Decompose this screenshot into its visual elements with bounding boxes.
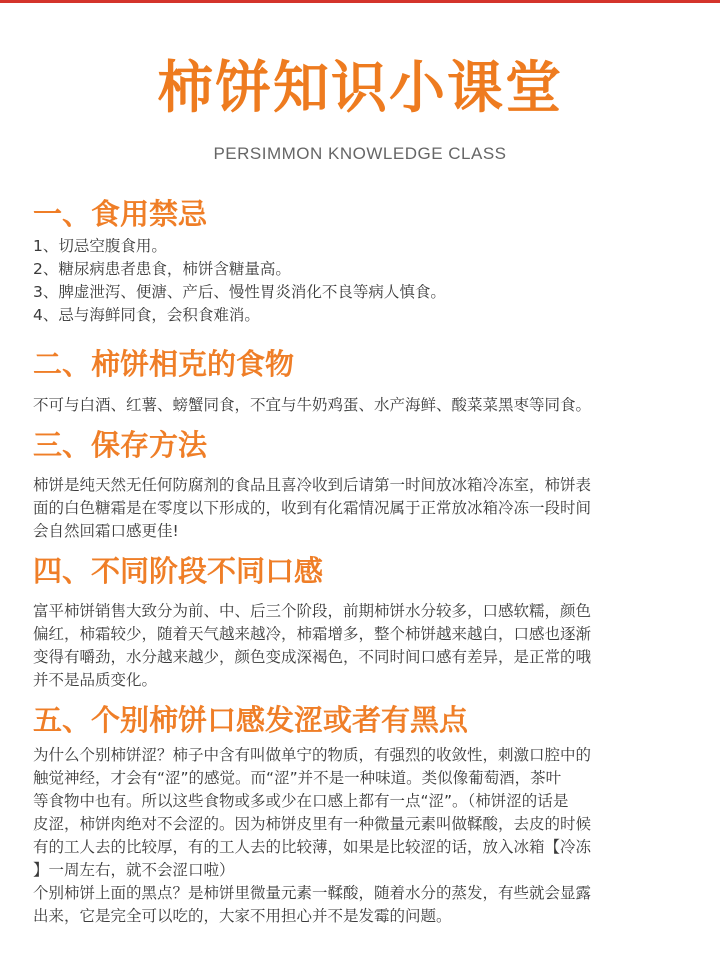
top-divider (0, 0, 720, 3)
body-line: 富平柿饼销售大致分为前、中、后三个阶段，前期柿饼水分较多，口感软糯，颜色 (33, 602, 592, 620)
body-line: 】一周左右，就不会涩口啦） (33, 861, 235, 879)
section-body (33, 235, 688, 327)
page-subtitle: PERSIMMON KNOWLEDGE CLASS (213, 144, 507, 163)
body-line: 触觉神经，才会有“涩”的感觉。而“涩”并不是一种味道。类似像葡萄酒，茶叶 (33, 769, 562, 787)
body-line: 并不是品质变化。 (33, 671, 158, 689)
body-line: 偏红，柿霜较少，随着天气越来越冷，柿霜增多，整个柿饼越来越白，口感也逐渐 (33, 625, 592, 643)
body-line: 个别柿饼上面的黑点？是柿饼里微量元素一鞣酸，随着水分的蒸发，有些就会显露 (33, 884, 592, 902)
section-heading: 一、食用禁忌 (33, 197, 208, 231)
body-line: 皮涩，柿饼肉绝对不会涩的。因为柿饼皮里有一种微量元素叫做鞣酸，去皮的时候 (33, 815, 592, 833)
body-line: 有的工人去的比较厚，有的工人去的比较薄，如果是比较涩的话，放入冰箱【冷冻 (33, 838, 592, 856)
section-heading: 四、不同阶段不同口感 (33, 554, 324, 588)
body-line: 2、糖尿病患者患食，柿饼含糖量高。 (33, 260, 291, 278)
body-line: 面的白色糖霜是在零度以下形成的，收到有化霜情况属于正常放冰箱冷冻一段时间 (33, 499, 592, 517)
section-body (33, 600, 688, 692)
body-line: 柿饼是纯天然无任何防腐剂的食品且喜冷收到后请第一时间放冰箱冷冻室，柿饼表 (33, 476, 592, 494)
body-line: 会自然回霜口感更佳! (33, 522, 179, 540)
page-title: 柿饼知识小课堂 (157, 56, 563, 121)
section-body (33, 394, 688, 417)
section-body (33, 744, 688, 928)
section-heading: 三、保存方法 (33, 428, 208, 462)
body-line: 1、切忌空腹食用。 (33, 237, 167, 255)
body-line: 出来，它是完全可以吃的，大家不用担心并不是发霉的问题。 (33, 907, 452, 925)
body-line: 等食物中也有。所以这些食物或多或少在口感上都有一点“涩”。（柿饼涩的话是 (33, 792, 569, 810)
section-body (33, 474, 688, 543)
body-line: 为什么个别柿饼涩？柿子中含有叫做单宁的物质，有强烈的收敛性，刺激口腔中的 (33, 746, 592, 764)
body-line: 不可与白酒、红薯、螃蟹同食，不宜与牛奶鸡蛋、水产海鲜、酸菜菜黑枣等同食。 (33, 396, 592, 414)
section-heading: 五、个别柿饼口感发涩或者有黑点 (33, 703, 469, 737)
section-heading: 二、柿饼相克的食物 (33, 347, 295, 381)
body-line: 3、脾虚泄泻、便溏、产后、慢性胃炎消化不良等病人慎食。 (33, 283, 446, 301)
body-line: 4、忌与海鲜同食，会积食难消。 (33, 306, 260, 324)
body-line: 变得有嚼劲，水分越来越少，颜色变成深褐色，不同时间口感有差异，是正常的哦 (33, 648, 592, 666)
